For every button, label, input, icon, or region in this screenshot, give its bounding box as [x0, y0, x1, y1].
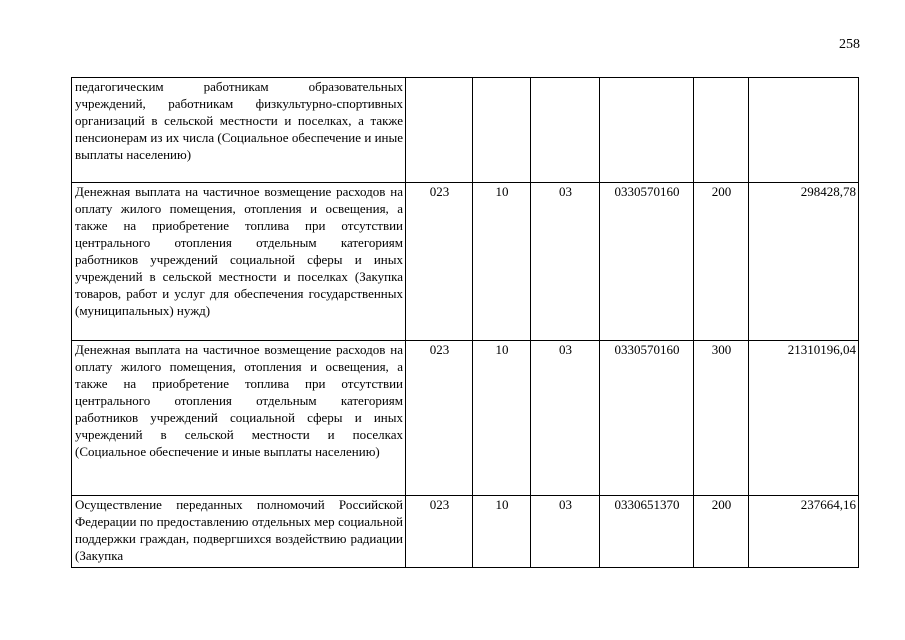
target-article-code — [600, 78, 694, 183]
amount-value: 237664,16 — [749, 496, 859, 568]
amount-value — [749, 78, 859, 183]
row-description: Денежная выплата на частичное возмещение расходов на оплату жилого помещения, отопления и освещения, а также на приобретение топлива при отсутствии центрального отопления отдельным категориям работников учреждений социальной сферы и иных учреждений в сельской местности и поселках (Закупка товаров, работ и услуг для обеспечения государственных (муниципальных) нужд) — [72, 183, 406, 341]
subsection-code: 03 — [531, 496, 600, 568]
ministry-code: 023 — [406, 183, 473, 341]
section-code — [473, 78, 531, 183]
target-article-code: 0330570160 — [600, 183, 694, 341]
section-code: 10 — [473, 496, 531, 568]
ministry-code: 023 — [406, 496, 473, 568]
table-row — [72, 183, 859, 341]
row-description: Денежная выплата на частичное возмещение расходов на оплату жилого помещения, отопления и освещения, а также на приобретение топлива при отсутствии центрального отопления отдельным категориям работников учреждений социальной сферы и иных учреждений в сельской местности и поселках (Социальное обеспечение и иные выплаты населению) — [72, 341, 406, 496]
expense-type-code: 200 — [694, 496, 749, 568]
table-row — [72, 341, 859, 496]
subsection-code: 03 — [531, 183, 600, 341]
target-article-code: 0330570160 — [600, 341, 694, 496]
table-row — [72, 496, 859, 568]
table-row — [72, 78, 859, 183]
row-description: педагогическим работникам образовательных учреждений, работникам физкультурно-спортивных организаций в сельской местности и поселках, а также пенсионерам из их числа (Социальное обеспечение и иные выплаты населению) — [72, 78, 406, 183]
subsection-code: 03 — [531, 341, 600, 496]
amount-value: 21310196,04 — [749, 341, 859, 496]
section-code: 10 — [473, 341, 531, 496]
row-description: Осуществление переданных полномочий Российской Федерации по предоставлению отдельных мер социальной поддержки граждан, подвергшихся воздействию радиации (Закупка — [72, 496, 406, 568]
section-code: 10 — [473, 183, 531, 341]
subsection-code — [531, 78, 600, 183]
ministry-code — [406, 78, 473, 183]
budget-table — [71, 77, 859, 568]
page-number: 258 — [839, 37, 860, 52]
expense-type-code — [694, 78, 749, 183]
expense-type-code: 200 — [694, 183, 749, 341]
target-article-code: 0330651370 — [600, 496, 694, 568]
ministry-code: 023 — [406, 341, 473, 496]
amount-value: 298428,78 — [749, 183, 859, 341]
expense-type-code: 300 — [694, 341, 749, 496]
